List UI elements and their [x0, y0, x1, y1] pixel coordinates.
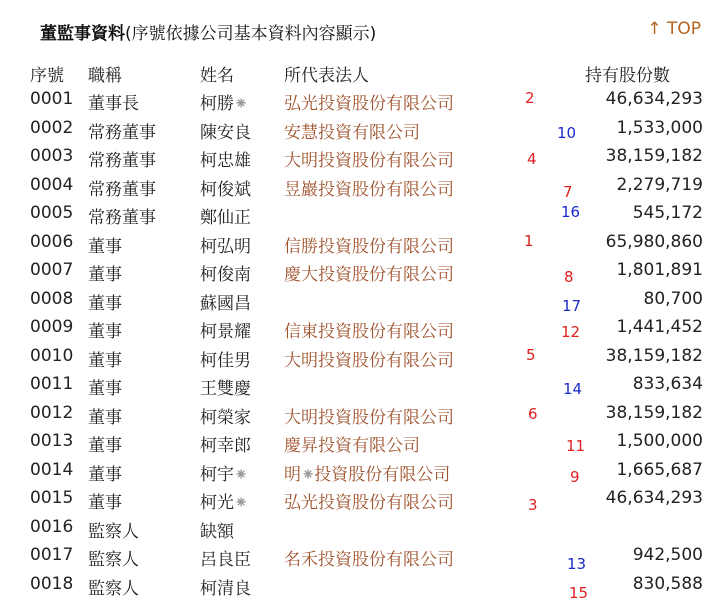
name-cell	[200, 232, 251, 257]
shares-cell: 46,634,293	[605, 89, 703, 109]
rank-annotation: 3	[528, 496, 538, 514]
seq-cell: 0008	[30, 288, 74, 309]
rep-link[interactable]	[284, 346, 454, 371]
name-text: 柯弘明	[200, 236, 251, 257]
table-row	[0, 203, 709, 231]
rank-annotation: 16	[561, 203, 581, 221]
title-cell: 董事	[88, 293, 122, 314]
rep-link[interactable]	[284, 431, 420, 456]
name-cell	[200, 89, 247, 114]
title-bold: 董監事資料	[40, 24, 125, 44]
title-cell: 監察人	[88, 578, 139, 599]
title-cell: 董事	[88, 265, 122, 285]
name-cell	[200, 203, 251, 228]
seq-cell: 0018	[30, 573, 74, 594]
name-cell	[200, 289, 251, 314]
rank-annotation: 4	[527, 150, 537, 168]
shares-cell: 80,700	[643, 288, 703, 309]
shares-cell: 1,500,000	[616, 431, 703, 451]
rank-annotation: 13	[567, 555, 587, 573]
name-cell	[200, 488, 247, 513]
name-cell	[200, 260, 251, 285]
rep-text: 名禾投資股份有限公司	[284, 550, 454, 570]
rank-annotation: 5	[526, 345, 536, 364]
title-cell: 常務董事	[88, 122, 156, 143]
shares-cell: 46,634,293	[605, 488, 703, 508]
seq-cell: 0015	[30, 488, 74, 508]
rep-link[interactable]	[284, 260, 454, 285]
name-text: 柯勝	[200, 94, 234, 114]
seq-cell: 0009	[30, 317, 74, 337]
shares-cell: 38,159,182	[605, 146, 703, 166]
rep-text: 大明投資股份有限公司	[284, 350, 454, 371]
title-cell: 董事	[88, 436, 122, 456]
header-shares: 持有股份數	[585, 66, 670, 86]
seq-cell: 0016	[30, 516, 74, 537]
title-note: (序號依據公司基本資料內容顯示)	[125, 24, 377, 44]
rank-annotation: 8	[564, 268, 574, 286]
table-row	[0, 517, 709, 545]
table-row	[0, 289, 709, 317]
rep-text: 弘光投資股份有限公司	[284, 493, 454, 513]
rep-link[interactable]	[284, 488, 454, 513]
title-cell: 董事長	[88, 94, 139, 114]
shares-cell: 1,533,000	[616, 117, 703, 138]
rank-annotation: 14	[563, 380, 583, 398]
rank-annotation: 1	[524, 231, 534, 250]
table-row	[0, 460, 709, 488]
shares-cell: 38,159,182	[605, 402, 703, 423]
seq-cell: 0002	[30, 117, 74, 138]
rank-annotation: 10	[557, 123, 577, 142]
rep-text: 安慧投資有限公司	[284, 122, 420, 143]
seq-cell: 0017	[30, 545, 74, 565]
top-link[interactable]: ↑ TOP	[647, 19, 701, 39]
name-text: 柯忠雄	[200, 151, 251, 171]
table-row	[0, 89, 709, 117]
table-row	[0, 146, 709, 174]
name-text: 柯光	[200, 493, 234, 513]
seq-cell: 0011	[30, 374, 74, 394]
table-row	[0, 232, 709, 260]
title-cell: 常務董事	[88, 151, 156, 171]
seq-cell: 0003	[30, 146, 74, 166]
redaction-mark: ⁕	[301, 464, 315, 485]
title-cell: 董事	[88, 322, 122, 342]
title-cell: 常務董事	[88, 208, 156, 228]
name-cell	[200, 403, 251, 428]
seq-cell: 0010	[30, 345, 74, 366]
name-cell	[200, 374, 251, 399]
shares-cell: 830,588	[632, 573, 703, 594]
name-text: 柯俊南	[200, 265, 251, 285]
shares-cell: 545,172	[632, 203, 703, 223]
table-row	[0, 403, 709, 431]
title-cell: 董事	[88, 464, 122, 485]
rep-text: 信東投資股份有限公司	[284, 322, 454, 342]
rank-annotation: 17	[562, 296, 582, 315]
rank-annotation: 7	[563, 182, 573, 201]
table-row	[0, 374, 709, 402]
name-cell	[200, 460, 247, 485]
rep-link[interactable]	[284, 175, 454, 200]
name-text: 柯榮家	[200, 407, 251, 428]
seq-cell: 0007	[30, 260, 74, 280]
table-row	[0, 574, 709, 602]
seq-cell: 0001	[30, 89, 74, 109]
name-cell	[200, 317, 251, 342]
table-row	[0, 317, 709, 345]
title-cell: 董事	[88, 407, 122, 428]
rep-text: 昱巖投資股份有限公司	[284, 179, 454, 200]
rep-link[interactable]	[284, 317, 454, 342]
shares-cell: 1,665,687	[616, 459, 703, 480]
title-cell: 董事	[88, 236, 122, 257]
page-title	[40, 19, 376, 44]
name-text: 缺額	[200, 521, 234, 542]
header-title: 職稱	[88, 66, 122, 86]
redaction-mark: ⁕	[234, 464, 248, 485]
header-rep: 所代表法人	[284, 66, 369, 86]
rep-link[interactable]	[284, 89, 454, 114]
seq-cell: 0006	[30, 231, 74, 252]
seq-cell: 0014	[30, 459, 74, 480]
seq-cell: 0005	[30, 203, 74, 223]
rep-text: 慶大投資股份有限公司	[284, 265, 454, 285]
name-cell	[200, 346, 251, 371]
rank-annotation: 11	[566, 437, 586, 455]
name-text: 呂良臣	[200, 550, 251, 570]
shares-cell: 942,500	[632, 545, 703, 565]
name-text: 陳安良	[200, 122, 251, 143]
table-row	[0, 431, 709, 459]
shares-cell: 2,279,719	[616, 174, 703, 195]
header-seq: 序號	[30, 66, 64, 86]
rank-annotation: 6	[528, 404, 538, 423]
rep-text: 弘光投資股份有限公司	[284, 94, 454, 114]
seq-cell: 0013	[30, 431, 74, 451]
rep-link[interactable]	[284, 118, 420, 143]
rank-annotation: 15	[569, 583, 589, 602]
rep-text: 慶昇投資有限公司	[284, 436, 420, 456]
rank-annotation: 2	[525, 89, 535, 107]
name-text: 鄭仙正	[200, 208, 251, 228]
name-cell	[200, 574, 251, 599]
rep-text: 明	[284, 464, 301, 485]
rep-text: 大明投資股份有限公司	[284, 407, 454, 428]
header-name: 姓名	[200, 66, 234, 86]
seq-cell: 0012	[30, 402, 74, 423]
seq-cell: 0004	[30, 174, 74, 195]
shares-cell: 65,980,860	[605, 231, 703, 252]
title-cell: 董事	[88, 493, 122, 513]
name-text: 王雙慶	[200, 379, 251, 399]
title-cell: 監察人	[88, 550, 139, 570]
name-cell	[200, 431, 251, 456]
table-row	[0, 346, 709, 374]
shares-cell: 1,801,891	[616, 260, 703, 280]
table-row	[0, 118, 709, 146]
title-cell: 常務董事	[88, 179, 156, 200]
rep-link[interactable]	[284, 460, 450, 485]
name-text: 柯宇	[200, 464, 234, 485]
rep-link[interactable]	[284, 403, 454, 428]
shares-cell: 833,634	[632, 374, 703, 394]
redaction-mark: ⁕	[234, 493, 248, 513]
name-cell	[200, 175, 251, 200]
table-row	[0, 175, 709, 203]
rep-link[interactable]	[284, 545, 454, 570]
name-cell	[200, 545, 251, 570]
name-text: 柯清良	[200, 578, 251, 599]
title-cell: 董事	[88, 350, 122, 371]
rep-text-tail: 投資股份有限公司	[314, 464, 451, 485]
table-row	[0, 545, 709, 573]
rep-text: 信勝投資股份有限公司	[284, 236, 454, 257]
rep-text: 大明投資股份有限公司	[284, 151, 454, 171]
title-cell: 董事	[88, 379, 122, 399]
name-text: 柯幸郎	[200, 436, 251, 456]
name-text: 柯俊斌	[200, 179, 251, 200]
title-cell: 監察人	[88, 521, 139, 542]
redaction-mark: ⁕	[234, 94, 248, 114]
table-row	[0, 488, 709, 516]
name-cell	[200, 517, 234, 542]
rank-annotation: 12	[561, 323, 581, 341]
shares-cell: 1,441,452	[616, 317, 703, 337]
rep-link[interactable]	[284, 146, 454, 171]
shares-cell: 38,159,182	[605, 345, 703, 366]
rank-annotation: 9	[570, 467, 580, 486]
rep-link[interactable]	[284, 232, 454, 257]
name-cell	[200, 118, 251, 143]
name-cell	[200, 146, 251, 171]
name-text: 柯佳男	[200, 350, 251, 371]
table-row	[0, 260, 709, 288]
name-text: 柯景耀	[200, 322, 251, 342]
name-text: 蘇國昌	[200, 293, 251, 314]
